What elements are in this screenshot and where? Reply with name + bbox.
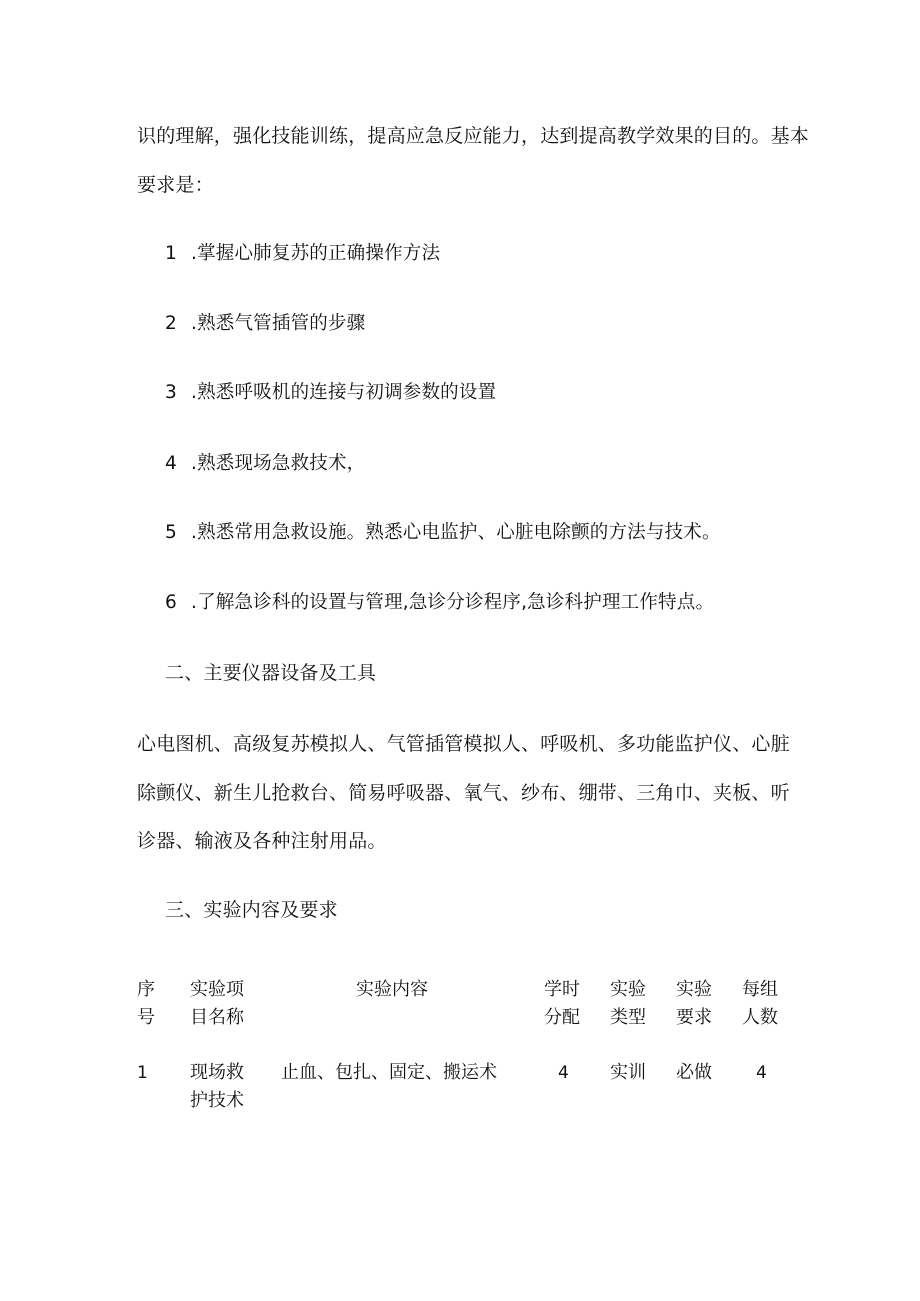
- header-line-1: 序: [137, 979, 155, 1000]
- requirement-text: .熟悉气管插管的步骤: [191, 313, 366, 334]
- header-line-1: 学时: [544, 979, 580, 1000]
- header-line-2: 分配: [544, 1007, 580, 1028]
- section-heading-experiments: 三、实验内容及要求: [165, 899, 338, 921]
- row-content: 止血、包扎、固定、搬运术: [281, 1062, 497, 1083]
- table-header-hours: [544, 976, 580, 1032]
- requirement-item: [165, 242, 440, 266]
- header-line-1: 实验: [610, 979, 646, 1000]
- requirement-item: [165, 381, 496, 405]
- requirement-text: .熟悉常用急救设施。熟悉心电监护、心脏电除颤的方法与技术。: [191, 522, 721, 543]
- requirement-number: 2: [165, 313, 177, 334]
- row-requirement: 必做: [676, 1062, 712, 1083]
- header-line-2: 号: [137, 1007, 155, 1028]
- header-line-1: 实验: [676, 979, 712, 1000]
- requirement-number: 1: [165, 243, 177, 264]
- header-line-2: 人数: [742, 1007, 778, 1028]
- header-line-1: 实验内容: [356, 979, 428, 1000]
- equipment-line-1: 心电图机、高级复苏模拟人、气管插管模拟人、呼吸机、多功能监护仪、心脏: [137, 733, 790, 755]
- header-line-1: 实验项: [190, 979, 244, 1000]
- requirement-text: .熟悉现场急救技术，: [191, 453, 366, 474]
- header-line-1: 每组: [742, 979, 778, 1000]
- header-line-2: 要求: [676, 1007, 712, 1028]
- row-name-line-2: 护技术: [190, 1090, 244, 1111]
- intro-line-2: 要求是：: [137, 174, 214, 196]
- intro-line-1: 识的理解，强化技能训练，提高应急反应能力，达到提高教学效果的目的。基本: [137, 125, 810, 147]
- requirement-number: 3: [165, 382, 177, 403]
- requirement-item: [165, 312, 365, 336]
- row-type: 实训: [610, 1062, 646, 1083]
- row-group-size: 4: [756, 1063, 767, 1083]
- requirement-text: .熟悉呼吸机的连接与初调参数的设置: [191, 382, 497, 403]
- equipment-line-2: 除颤仪、新生儿抢救台、简易呼吸器、氧气、纱布、绷带、三角巾、夹板、听: [137, 782, 790, 804]
- row-index: 1: [137, 1063, 148, 1083]
- table-header-requirement: [676, 976, 712, 1032]
- requirement-number: 4: [165, 453, 177, 474]
- requirement-item: [165, 452, 365, 476]
- table-header-content: [356, 976, 428, 1004]
- requirement-item: [165, 591, 714, 615]
- table-header-type: [610, 976, 646, 1032]
- requirement-text: .掌握心肺复苏的正确操作方法: [191, 243, 441, 264]
- requirement-text: .了解急诊科的设置与管理,急诊分诊程序,急诊科护理工作特点。: [191, 592, 715, 613]
- row-hours: 4: [558, 1063, 569, 1083]
- requirement-number: 5: [165, 522, 177, 543]
- requirement-number: 6: [165, 592, 177, 613]
- requirement-item: [165, 521, 721, 545]
- row-name: [190, 1059, 244, 1115]
- section-heading-equipment: 二、主要仪器设备及工具: [165, 662, 377, 684]
- equipment-line-3: 诊器、输液及各种注射用品。: [137, 830, 387, 852]
- table-header-group-size: [742, 976, 778, 1032]
- table-header-name: [190, 976, 244, 1032]
- header-line-2: 类型: [610, 1007, 646, 1028]
- row-name-line-1: 现场救: [190, 1062, 244, 1083]
- header-line-2: 目名称: [190, 1007, 244, 1028]
- table-header-index: [137, 976, 155, 1032]
